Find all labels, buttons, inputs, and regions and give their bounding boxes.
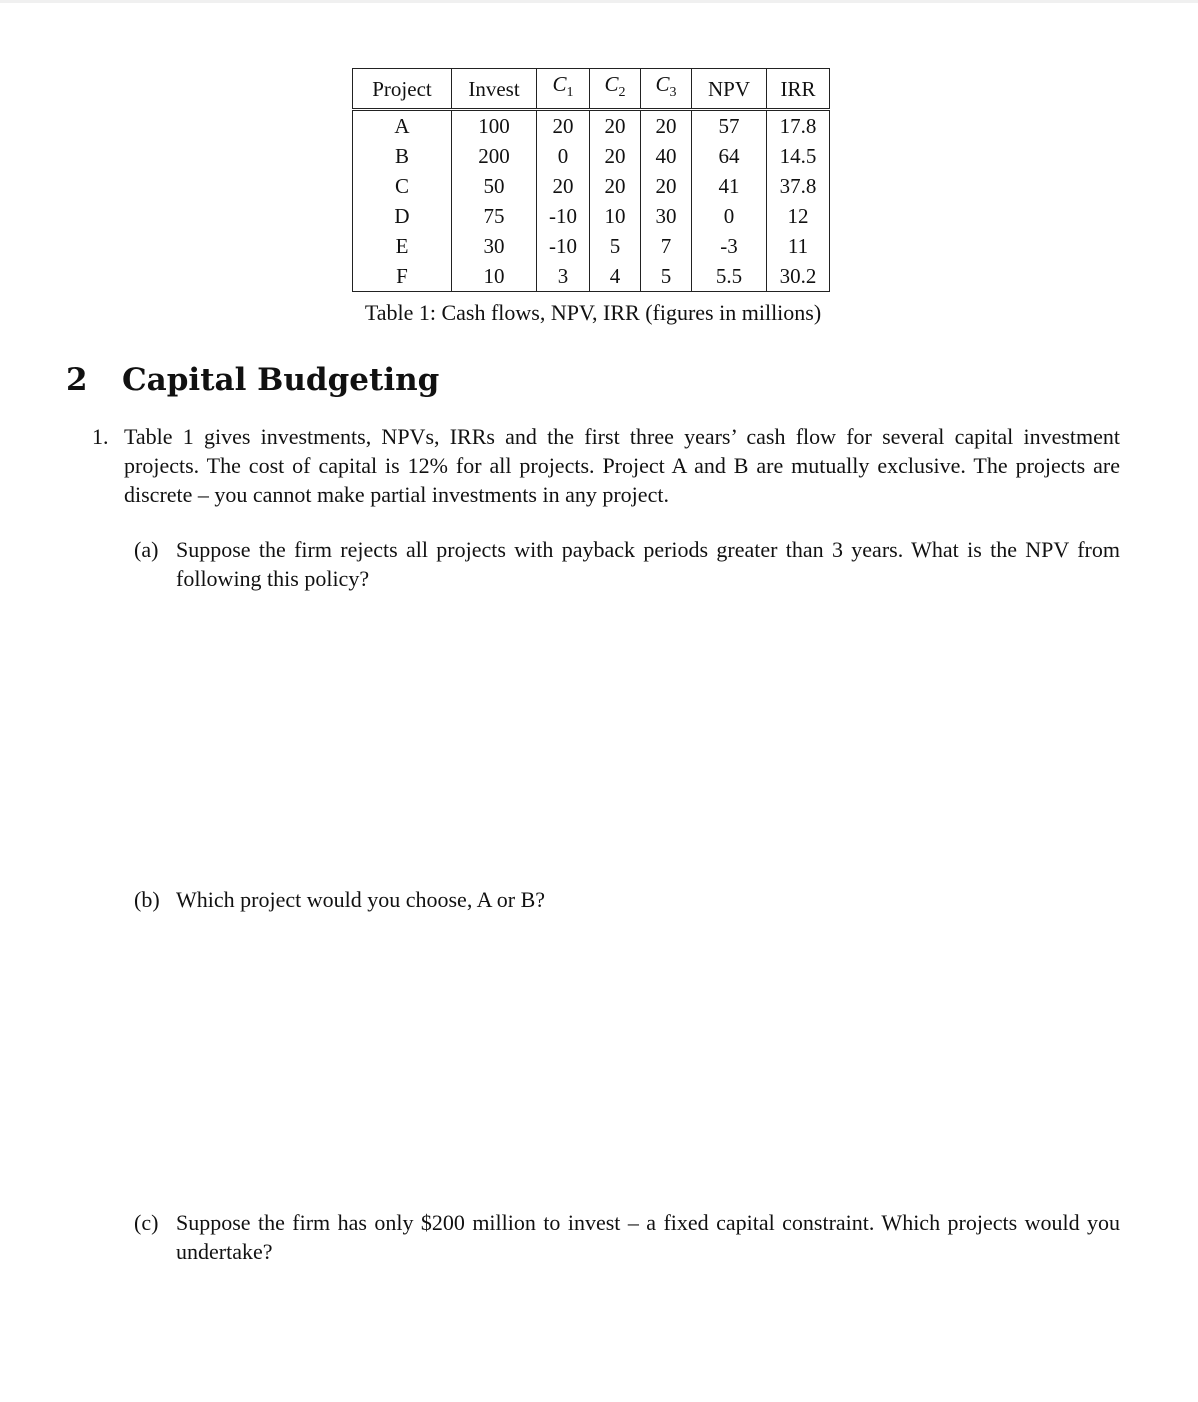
cell-npv: 0	[692, 201, 767, 231]
cell-c2: 4	[590, 261, 641, 292]
cell-project: A	[353, 110, 452, 142]
cell-c2: 20	[590, 141, 641, 171]
section-number: 2	[66, 362, 88, 398]
table-row	[353, 110, 830, 142]
table-row	[353, 231, 830, 261]
cell-project: D	[353, 201, 452, 231]
cell-c3: 30	[641, 201, 692, 231]
cell-c3: 7	[641, 231, 692, 261]
cell-c3: 20	[641, 110, 692, 142]
cell-project: E	[353, 231, 452, 261]
table-row	[353, 171, 830, 201]
header-c2-letter: C	[604, 72, 619, 96]
cell-c1: 0	[537, 141, 590, 171]
header-c1	[537, 69, 590, 110]
header-invest: Invest	[452, 69, 537, 110]
page-top-edge	[0, 0, 1198, 3]
cell-invest: 50	[452, 171, 537, 201]
header-c1-letter: C	[552, 72, 567, 96]
cell-npv: 5.5	[692, 261, 767, 292]
table-caption: Table 1: Cash flows, NPV, IRR (figures in millions)	[364, 300, 822, 325]
cash-flow-table	[352, 68, 830, 292]
header-c2	[590, 69, 641, 110]
subquestion-label-c: (c)	[134, 1210, 159, 1235]
cell-invest: 10	[452, 261, 537, 292]
cell-npv: 41	[692, 171, 767, 201]
table-header	[353, 69, 830, 110]
subquestion-text-a: Suppose the firm rejects all projects with payback periods greater than 3 years. What is the NPV from following this policy?	[176, 537, 1120, 591]
cell-invest: 30	[452, 231, 537, 261]
header-c3	[641, 69, 692, 110]
header-npv: NPV	[692, 69, 767, 110]
cell-c1: 20	[537, 110, 590, 142]
cell-project: C	[353, 171, 452, 201]
cell-c2: 5	[590, 231, 641, 261]
table-body	[353, 110, 830, 292]
cell-invest: 100	[452, 110, 537, 142]
cell-c1: -10	[537, 201, 590, 231]
subquestion-text-b: Which project would you choose, A or B?	[176, 887, 546, 912]
cell-invest: 200	[452, 141, 537, 171]
header-project: Project	[353, 69, 452, 110]
cell-npv: 57	[692, 110, 767, 142]
cell-project: F	[353, 261, 452, 292]
cell-irr: 11	[767, 231, 830, 261]
cell-irr: 12	[767, 201, 830, 231]
question-number: 1.	[92, 424, 109, 449]
table-row	[353, 261, 830, 292]
cell-irr: 30.2	[767, 261, 830, 292]
subquestion-label-a: (a)	[134, 537, 159, 562]
cell-c3: 5	[641, 261, 692, 292]
section-title: Capital Budgeting	[122, 362, 440, 398]
cell-npv: -3	[692, 231, 767, 261]
cell-c1: 20	[537, 171, 590, 201]
cell-npv: 64	[692, 141, 767, 171]
cell-c2: 10	[590, 201, 641, 231]
header-c3-sub: 3	[669, 85, 677, 101]
cell-c2: 20	[590, 110, 641, 142]
cell-c1: -10	[537, 231, 590, 261]
cell-invest: 75	[452, 201, 537, 231]
cell-c1: 3	[537, 261, 590, 292]
subquestion-text-c: Suppose the firm has only $200 million to invest – a fixed capital constraint. Which projects would you undertake?	[176, 1210, 1120, 1264]
table-header-row	[353, 69, 830, 110]
table-row	[353, 141, 830, 171]
header-c2-sub: 2	[618, 85, 626, 101]
header-c3-letter: C	[655, 72, 670, 96]
header-irr: IRR	[767, 69, 830, 110]
subquestion-label-b: (b)	[134, 887, 160, 912]
cell-irr: 17.8	[767, 110, 830, 142]
cell-c3: 20	[641, 171, 692, 201]
section-heading	[66, 358, 439, 402]
cell-project: B	[353, 141, 452, 171]
cell-c2: 20	[590, 171, 641, 201]
cell-irr: 14.5	[767, 141, 830, 171]
question-text: Table 1 gives investments, NPVs, IRRs and the first three years’ cash flow for several capital investment projects. The cost of capital is 12% for all projects. Project A and B are mutually exclusive. The projects are discrete – you cannot make partial investments in any project.	[124, 424, 1120, 507]
cell-irr: 37.8	[767, 171, 830, 201]
header-c1-sub: 1	[566, 85, 574, 101]
table-row	[353, 201, 830, 231]
cell-c3: 40	[641, 141, 692, 171]
